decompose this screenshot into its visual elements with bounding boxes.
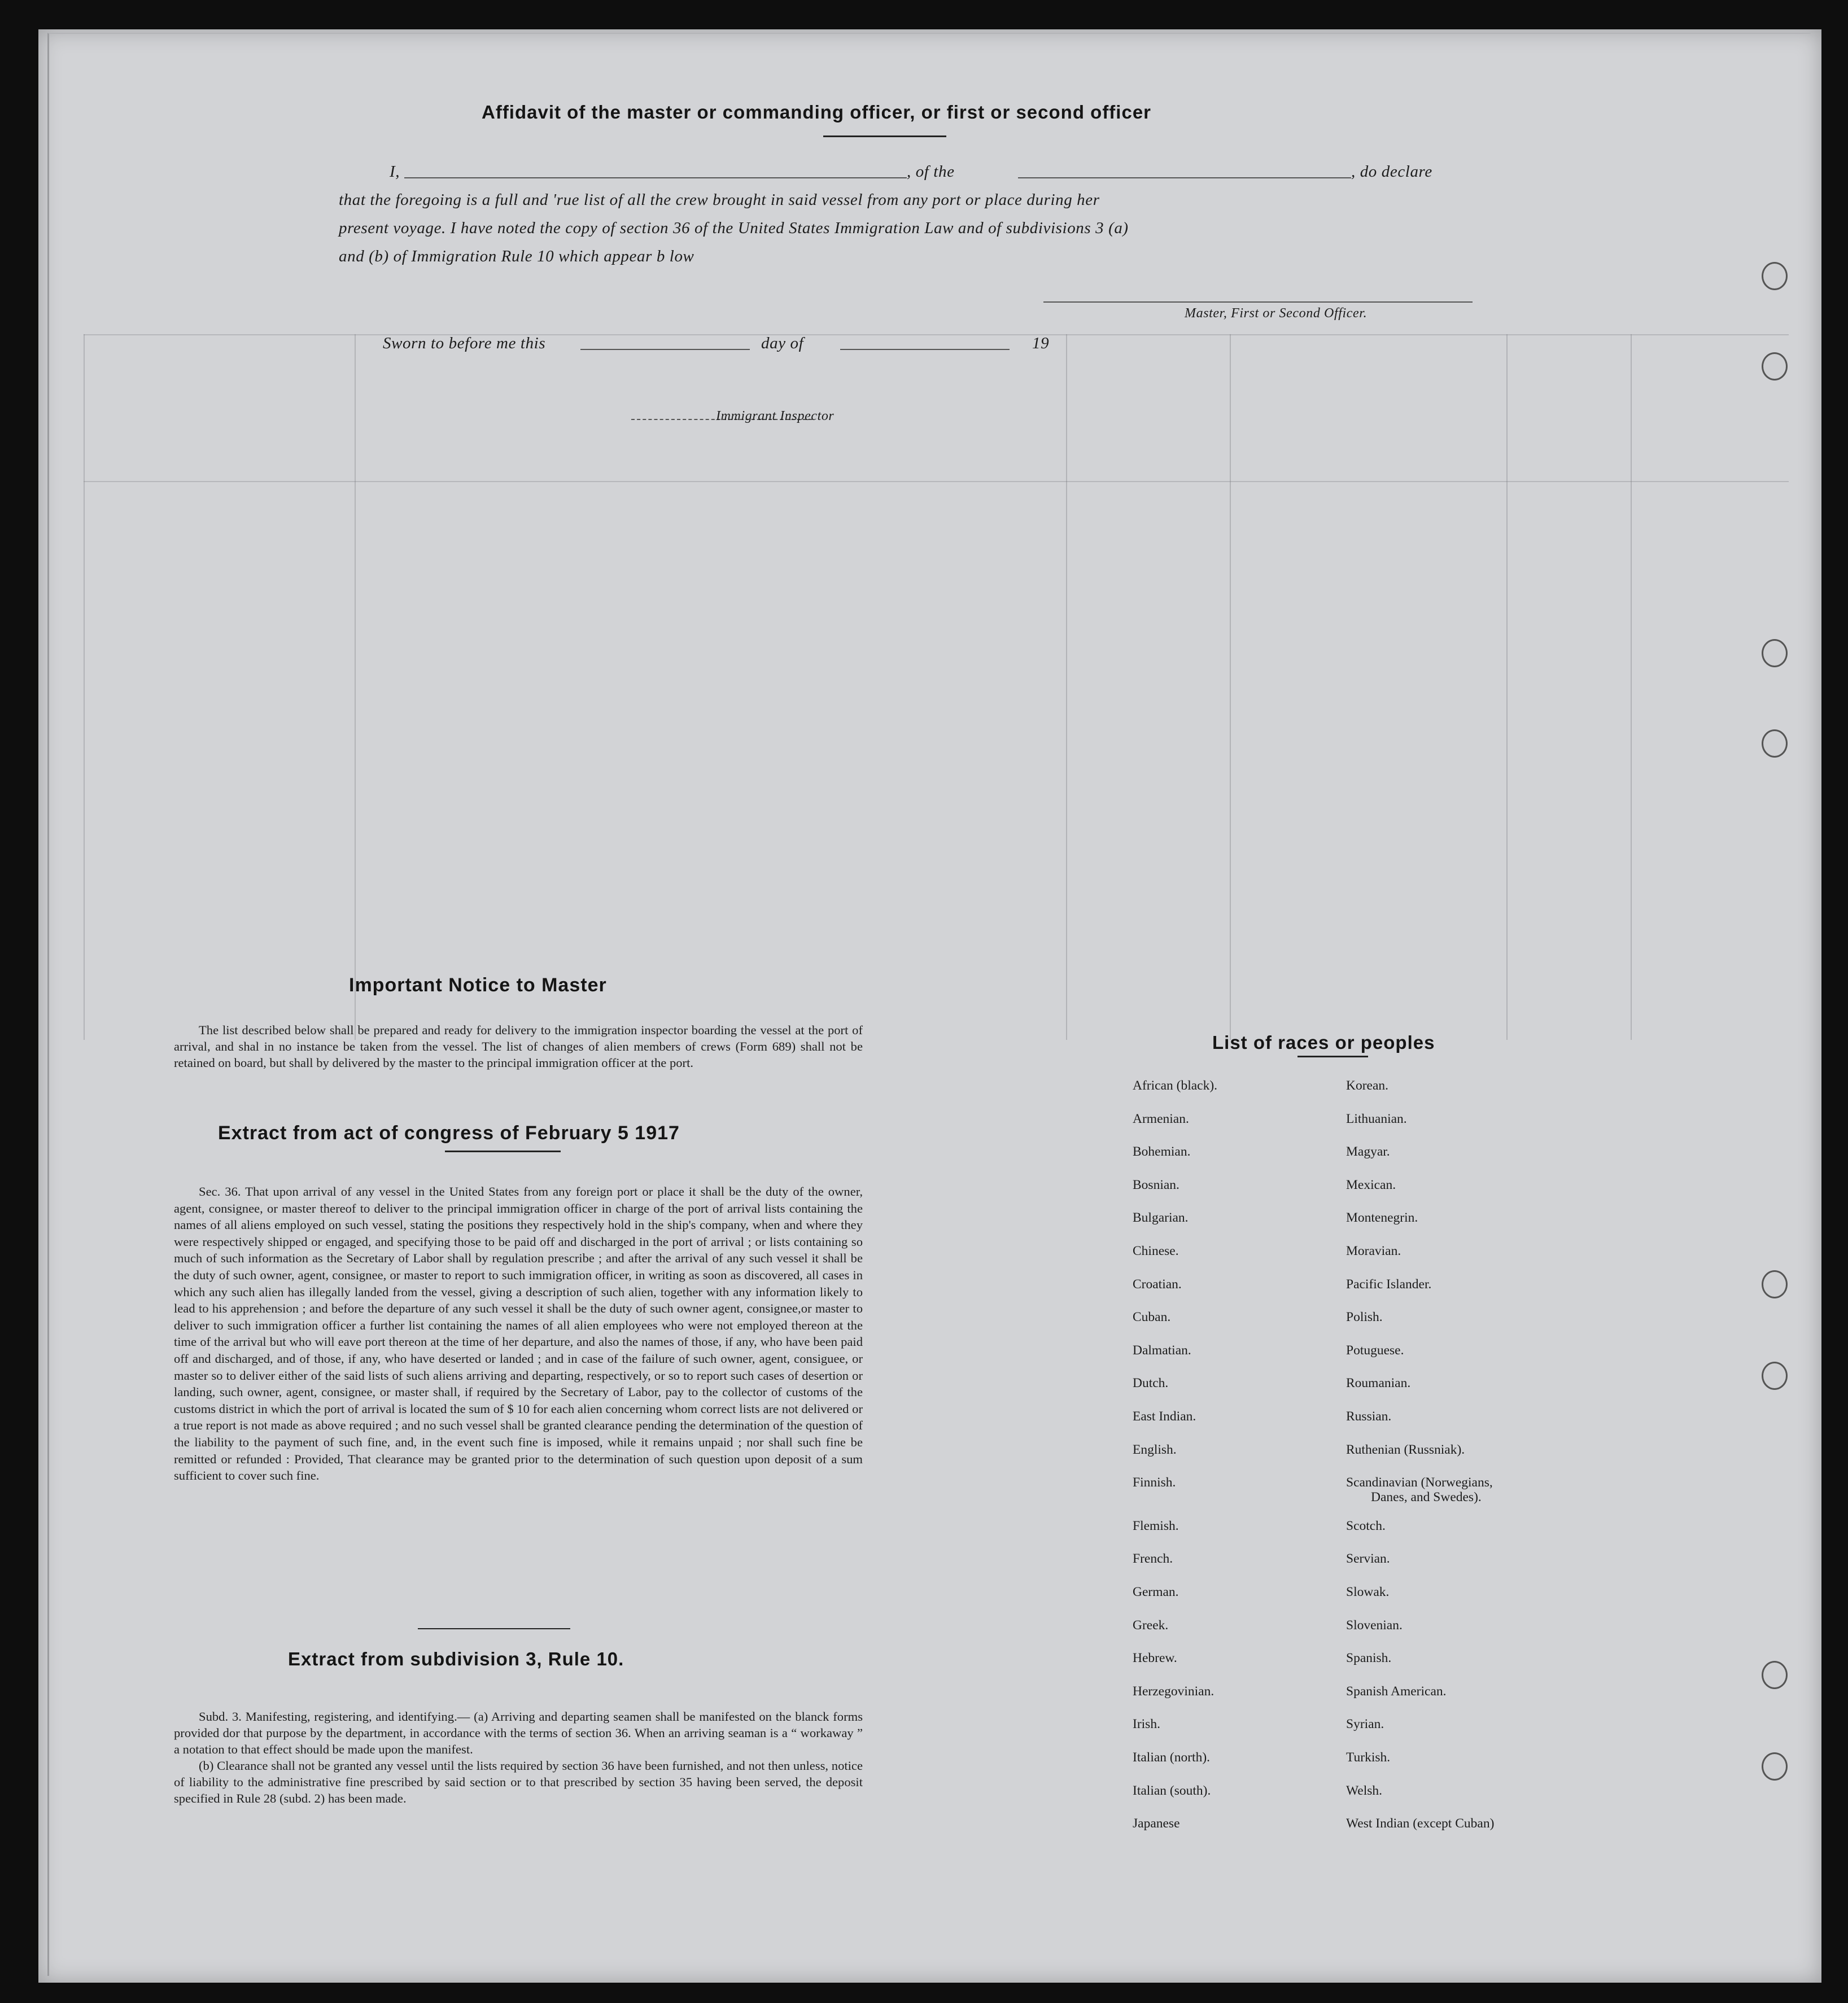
- master-signature-label: Master, First or Second Officer.: [1185, 306, 1368, 321]
- race-item-left: Croatian.: [1133, 1276, 1182, 1292]
- race-item-right: Pacific Islander.: [1346, 1276, 1432, 1292]
- binder-hole: [1762, 1661, 1788, 1689]
- faint-line: [84, 481, 1789, 482]
- signature-blank[interactable]: [1043, 301, 1473, 303]
- affidavit-title: Affidavit of the master or commanding officer, or first or second officer: [482, 102, 1152, 123]
- race-item-right: Spanish.: [1346, 1651, 1392, 1666]
- race-item-right: West Indian (except Cuban): [1346, 1816, 1495, 1831]
- race-item-right: Turkish.: [1346, 1750, 1391, 1765]
- races-title: List of races or peoples: [1212, 1032, 1435, 1053]
- binder-hole: [1762, 729, 1788, 758]
- race-item-left: Bohemian.: [1133, 1144, 1191, 1160]
- affidavit-line1-end: , do declare: [1351, 163, 1432, 181]
- affidavit-line2: that the foregoing is a full and 'rue list of all the crew brought in said vessel from any port or place during her: [339, 191, 1100, 209]
- race-item-left: Herzegovinian.: [1133, 1683, 1214, 1699]
- faint-line: [1631, 334, 1632, 1040]
- race-item-left: Bosnian.: [1133, 1177, 1179, 1192]
- race-item-left: Italian (north).: [1133, 1750, 1211, 1765]
- race-item-left: French.: [1133, 1551, 1173, 1567]
- race-item-left: Dutch.: [1133, 1376, 1169, 1391]
- race-item-left: Italian (south).: [1133, 1783, 1211, 1798]
- faint-line: [355, 334, 356, 1040]
- race-item-right: Spanish American.: [1346, 1683, 1447, 1699]
- act-end-rule: [418, 1628, 570, 1629]
- race-item-right: Potuguese.: [1346, 1342, 1404, 1358]
- race-item-left: English.: [1133, 1442, 1177, 1457]
- race-item-left: East Indian.: [1133, 1409, 1196, 1424]
- show-through: [259, 120, 1659, 154]
- notice-title: Important Notice to Master: [349, 974, 607, 996]
- inspector-label: Immigrant Inspector: [716, 409, 835, 423]
- rule-text: [174, 1708, 863, 1807]
- manifest-page: [38, 29, 1821, 1983]
- month-blank[interactable]: [840, 349, 1010, 350]
- day-of-label: day of: [761, 334, 804, 352]
- notice-text: [174, 1022, 863, 1071]
- race-item-right: Roumanian.: [1346, 1376, 1411, 1391]
- race-item-left: Dalmatian.: [1133, 1342, 1191, 1358]
- binder-hole: [1762, 639, 1788, 667]
- races-rule: [1297, 1056, 1368, 1057]
- binder-hole: [1762, 1752, 1788, 1781]
- year-label: 19: [1032, 334, 1050, 352]
- faint-line: [1066, 334, 1067, 1040]
- race-item-left: Greek.: [1133, 1617, 1169, 1633]
- faint-line: [1506, 334, 1508, 1040]
- race-item-right: Ruthenian (Russniak).: [1346, 1442, 1465, 1457]
- sworn-label: Sworn to before me this: [383, 334, 546, 352]
- act-paragraph: Sec. 36. That upon arrival of any vessel in the United States from any foreign port or place it shall be the duty of the owner, agent, consignee, or master thereof to deliver to the principal immigration officer in charge of the port of arrival lists containing the names of all aliens employed on such vessel, stating the positions they respectively hold in the ship's company, when and where they were respectively shipped or engaged, and specifying those to be paid off and discharged in the port of arrival ; or lists containing so much of such information as the Secretary of Labor shall by regulation prescribe ; and after the arrival of any such vessel it shall be the duty of such owner, agent, consignee, or master to report to such immigration officer, in writing as soon as discovered, all cases in which any such alien has illegally landed from the vessel, giving a description of such alien, together with any information likely to lead to his apprehension ; and before the departure of any such vessel it shall be the duty of such owner agent, consignee,or master to deliver to such immigration officer a further list containing the names of all alien employees who were not employed thereon at the time of the arrival but who will eave port thereon at the time of her departure, and also the names of those, if any, who have been paid off and discharged, and of those, if any, who have deserted or landed ; and in case of the failure of such owner, agent, consiguee, or master so to deliver either of the said lists of such aliens arriving and departing, respectively, or so to report such cases of desertion or landing, such owner, agent, consignee, or master shall, if required by the Secretary of Labor, pay to the collector of customs of the customs district in which the port of arrival is located the sum of $ 10 for each alien concerning whom correct lists are not delivered or a true report is not made as above required ; and no such vessel shall be granted clearance pending the determination of the question of the liability to the payment of such fine, and, in the event such fine is imposed, while it remains unpaid ; nor shall such fine be remitted or refunded : Provided, That clearance may be granted prior to the determination of such question upon deposit of a sum sufficient to cover such fine.: [174, 1184, 863, 1483]
- notice-paragraph: The list described below shall be prepared and ready for delivery to the immigration inspector boarding the vessel at the port of arrival, and shal in no instance be taken from the vessel. The list of changes of alien members of crews (Form 689) shall not be retained on board, but shall by delivered by the master to the principal immigration officer at the port.: [174, 1023, 863, 1070]
- race-item-right: Slowak.: [1346, 1585, 1390, 1599]
- act-rule: [445, 1151, 561, 1152]
- race-item-left: German.: [1133, 1585, 1179, 1599]
- race-item-right: Magyar.: [1346, 1144, 1390, 1160]
- faint-line: [84, 334, 1789, 335]
- race-item-right: Scandinavian (Norwegians,: [1346, 1475, 1493, 1490]
- affidavit-line1-start: I,: [390, 163, 400, 181]
- race-item-right: Lithuanian.: [1346, 1111, 1407, 1126]
- affidavit-line1-mid: , of the: [907, 163, 955, 181]
- race-item-right: Servian.: [1346, 1551, 1390, 1567]
- race-item-right: Mexican.: [1346, 1177, 1396, 1192]
- affidavit-rule: [823, 135, 946, 137]
- race-item-left: Armenian.: [1133, 1111, 1189, 1126]
- race-item-right: Moravian.: [1346, 1244, 1401, 1258]
- race-item-right: Montenegrin.: [1346, 1210, 1418, 1226]
- race-item-left: Japanese: [1133, 1816, 1180, 1831]
- race-item-left: Bulgarian.: [1133, 1210, 1189, 1226]
- faint-line: [1230, 334, 1231, 1040]
- act-title: Extract from act of congress of February 5 1917: [218, 1122, 680, 1144]
- day-blank[interactable]: [580, 349, 750, 350]
- faint-line: [84, 334, 85, 1040]
- rule-title: Extract from subdivision 3, Rule 10.: [288, 1648, 624, 1669]
- page-edge: [47, 33, 1811, 1976]
- race-item-left: Finnish.: [1133, 1475, 1176, 1490]
- race-item-right: Syrian.: [1346, 1717, 1384, 1732]
- affidavit-line4: and (b) of Immigration Rule 10 which appear b low: [339, 247, 694, 265]
- race-item-left: Chinese.: [1133, 1244, 1179, 1258]
- race-item-left: Irish.: [1133, 1717, 1160, 1732]
- rule-paragraph-a: Subd. 3. Manifesting, registering, and identifying.— (a) Arriving and departing seamen shall be manifested on the blanck forms provided dor that purpose by the department, in accordance with the terms of section 36. When an arriving seaman is a “ workaway ” a notation to that effect should be made upon the manifest.: [174, 1709, 863, 1756]
- binder-hole: [1762, 352, 1788, 381]
- race-item-right: Korean.: [1346, 1078, 1389, 1093]
- binder-hole: [1762, 1362, 1788, 1390]
- binder-hole: [1762, 1270, 1788, 1298]
- vessel-blank[interactable]: [1018, 177, 1351, 178]
- race-item-right: Welsh.: [1346, 1783, 1383, 1798]
- affidavit-line3: present voyage. I have noted the copy of section 36 of the United States Immigration Law and of subdivisions 3 (a): [339, 219, 1129, 237]
- race-item-right: Polish.: [1346, 1310, 1383, 1325]
- race-item-continuation: Danes, and Swedes).: [1371, 1490, 1482, 1505]
- race-item-left: Cuban.: [1133, 1310, 1171, 1325]
- binder-hole: [1762, 262, 1788, 290]
- race-item-left: Hebrew.: [1133, 1651, 1177, 1666]
- rule-paragraph-b: (b) Clearance shall not be granted any vessel until the lists required by section 36 have been furnished, and not then unless, notice of liability to the administrative fine prescribed by said section or to that prescribed by section 35 having been served, the deposit specified in Rule 28 (subd. 2) has been made.: [174, 1759, 863, 1805]
- act-text: [174, 1183, 863, 1484]
- name-blank[interactable]: [404, 177, 907, 178]
- race-item-left: Flemish.: [1133, 1518, 1179, 1533]
- race-item-right: Russian.: [1346, 1409, 1392, 1424]
- race-item-left: African (black).: [1133, 1078, 1218, 1093]
- race-item-right: Scotch.: [1346, 1518, 1386, 1533]
- race-item-right: Slovenian.: [1346, 1617, 1403, 1633]
